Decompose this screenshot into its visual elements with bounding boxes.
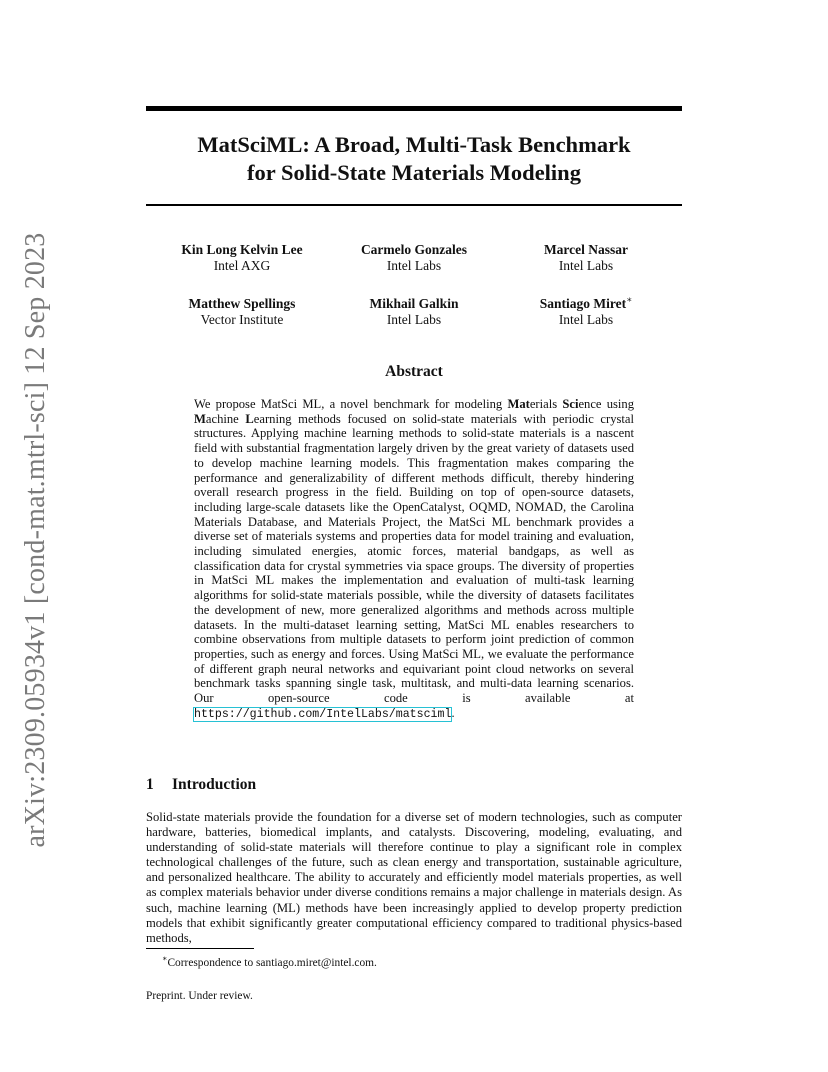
author-name: Matthew Spellings: [188, 296, 296, 311]
abstract-fragment: earning methods focused on solid-state materials with periodic crystal structures.: [194, 411, 635, 441]
abstract-fragment: Applying machine learning methods to solid-state materials is a nascent field with substantial fragmentation largely driven by the great variety of datasets used to develop machine learning models. This fragmentation makes comparing the performance and generalizability of different methods difficult, thereby hindering overall research progress in the field. Building on top of open-source datasets, including large-scale datasets like the OpenCatalyst, OQMD, NOMAD, the Carolina Materials Database, and Materials Project, the MatSci ML benchmark provides a diverse set of materials systems and properties data for model training and evaluation, including simulated energies, atomic forces, material bandgaps, as well as classification data for crystal symmetries via space groups. The diversity of properties in MatSci ML makes the implementation and evaluation of multi-task learning algorithms for solid-state materials possible, while the diversity of datasets facilitates the development of new, more generalized algorithms and methods across multiple datasets. In the multi-dataset learning setting, MatSci ML enables researchers to combine observations from multiple datasets to perform joint prediction of common properties, such as energy and forces. Using MatSci ML, we evaluate the performance of different graph neural networks and equivariant point cloud networks on several benchmark tasks spanning single task, multitask, and multi-data learning scenarios. Our open-source code is available at: [194, 426, 634, 706]
code-repository-link[interactable]: https://github.com/IntelLabs/matsciml: [194, 707, 452, 721]
acronym-letters: Mat: [507, 397, 530, 411]
abstract-text: [194, 397, 634, 722]
author-name: Mikhail Galkin: [369, 296, 459, 311]
corresponding-author-mark: ∗: [626, 294, 633, 305]
author-block: [328, 242, 500, 274]
author-name: Marcel Nassar: [543, 242, 629, 257]
footnote-text: Correspondence to santiago.miret@intel.com.: [167, 956, 377, 969]
arxiv-identifier: arXiv:2309.05934v1 [cond-mat.mtrl-sci] 12 Sep 2023: [20, 232, 51, 848]
introduction-paragraph: Solid-state materials provide the foundation for a diverse set of modern technologies, such as computer hardware, batteries, biomedical implants, and catalysts. Discovering, modeling, evaluating, and understanding of solid-state materials will therefore continue to play a significant role in complex technological challenges of the future, such as clean energy and transportation, sustainable agriculture, and personalized healthcare. The ability to accurately and efficiently model materials properties, as well as complex materials behavior under diverse conditions remains a major challenge in materials design. As such, machine learning (ML) methods have been increasingly applied to develop property prediction models that exhibit significantly greater computational efficiency compared to traditional physics-based methods,: [146, 810, 682, 945]
acronym-letters: L: [245, 411, 254, 426]
abstract-fragment: We propose MatSci ML, a novel benchmark for modeling: [194, 397, 508, 411]
author-affiliation: Vector Institute: [200, 312, 284, 327]
title-top-rule: [146, 106, 682, 111]
acronym-letters: M: [194, 411, 206, 426]
author-name: Carmelo Gonzales: [360, 242, 468, 257]
author-block: [328, 296, 500, 328]
section-number: 1: [146, 776, 154, 793]
acronym-letters: Sci: [562, 397, 579, 411]
author-affiliation: Intel Labs: [558, 258, 614, 273]
author-name: Kin Long Kelvin Lee: [181, 242, 303, 257]
section-title: Introduction: [172, 776, 257, 793]
abstract-fragment: ence using: [578, 397, 635, 411]
footnote-mark: ∗: [162, 954, 168, 963]
author-block: [500, 242, 672, 274]
abstract-fragment: erials: [529, 397, 563, 411]
abstract-fragment: achine: [205, 411, 246, 426]
paper-title: [146, 131, 682, 187]
author-name: Santiago Miret: [539, 296, 627, 311]
author-block: [156, 296, 328, 328]
footnote: [162, 952, 377, 970]
author-affiliation: Intel AXG: [213, 258, 271, 273]
author-list: [156, 242, 672, 328]
author-block: [156, 242, 328, 274]
author-block: [500, 296, 672, 328]
title-bottom-rule: [146, 204, 682, 206]
abstract-fragment: .: [451, 705, 455, 720]
author-name-with-mark: [500, 296, 672, 312]
author-affiliation: Intel Labs: [558, 312, 614, 327]
author-affiliation: Intel Labs: [386, 312, 442, 327]
author-affiliation: Intel Labs: [386, 258, 442, 273]
section-heading-introduction: [146, 776, 256, 794]
preprint-notice: Preprint. Under review.: [146, 990, 253, 1002]
title-line-1: MatSciML: A Broad, Multi-Task Benchmark: [197, 132, 631, 157]
abstract-heading: Abstract: [385, 363, 443, 380]
footnote-rule: [146, 948, 254, 949]
title-line-2: for Solid-State Materials Modeling: [247, 160, 581, 185]
